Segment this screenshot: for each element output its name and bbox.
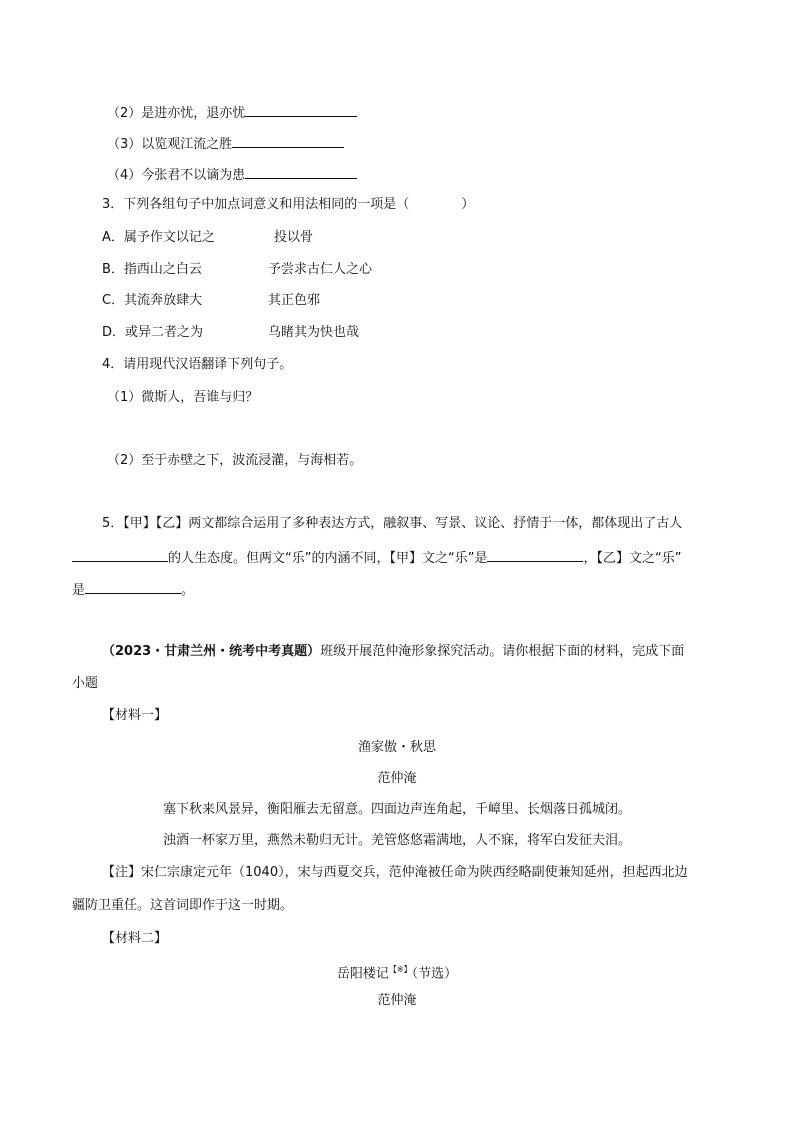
source-line <box>102 643 684 661</box>
answer-blank[interactable] <box>232 133 344 148</box>
answer-blank[interactable] <box>85 579 181 594</box>
article-title-main: 岳阳楼记 <box>336 966 389 982</box>
material-2-label: 【材料二】 <box>102 931 168 946</box>
q3-option-b-left: B．指西山之白云 <box>102 262 202 277</box>
q3-option-c-right: 其正色邪 <box>268 293 321 308</box>
q5-line-3 <box>72 579 194 600</box>
q3-option-d-right: 乌睹其为快也哉 <box>268 325 360 340</box>
q5-line-3-text-a: 是 <box>72 583 86 598</box>
q5-line-1: 5．【甲】【乙】两文都综合运用了多种表达方式，融叙事、写景、议论、抒情于一体，都体现出了古人 <box>102 516 683 531</box>
answer-blank[interactable] <box>72 547 168 562</box>
q3-option-c <box>102 292 202 310</box>
poem-title: 渔家傲・秋思 <box>357 740 436 755</box>
q3-option-a <box>102 229 215 247</box>
article-title-suffix: （节选） <box>411 966 458 982</box>
poem-line-1: 塞下秋来风景异，衡阳雁去无留意。四面边声连角起，千嶂里、长烟落日孤城闭。 <box>162 802 631 817</box>
q3-option-b-right: 予尝求古仁人之心 <box>268 262 373 277</box>
q2-item-4 <box>107 164 357 185</box>
note-line-2: 疆防卫重任。这首词即作于这一时期。 <box>72 898 294 913</box>
article-title <box>0 961 794 983</box>
q3-option-d-left: D．或异二者之为 <box>102 325 204 340</box>
poem-author: 范仲淹 <box>377 771 417 786</box>
q3-option-a-right: 投以骨 <box>274 230 314 245</box>
q4-stem: 4．请用现代汉语翻译下列句子。 <box>102 357 293 372</box>
q3-option-c-left: C．其流奔放肆大 <box>102 293 203 308</box>
article-author: 范仲淹 <box>377 993 417 1008</box>
source-line-2: 小题 <box>72 676 99 691</box>
q4-item-2: （2）至于赤壁之下，波流浸灌，与海相若。 <box>107 453 363 468</box>
answer-blank[interactable] <box>487 547 583 562</box>
source-text: 班级开展范仲淹形象探究活动。请你根据下面的材料，完成下面 <box>320 644 685 659</box>
q5-line-3-text-b: 。 <box>181 583 195 598</box>
q5-line-2-text-b: ，【乙】文之“乐” <box>583 551 682 566</box>
answer-blank[interactable] <box>245 164 357 179</box>
q5-line-2-text-a: 的人生态度。但两文“乐”的内涵不同，【甲】文之“乐”是 <box>168 551 488 566</box>
answer-blank[interactable] <box>245 102 357 117</box>
q2-item-3-text: （3）以览观江流之胜 <box>107 137 233 152</box>
q2-item-2 <box>107 102 357 123</box>
article-title-note: 【※】 <box>388 965 412 974</box>
q2-item-4-text: （4）今张君不以谪为患 <box>107 168 246 183</box>
note-line-1: 【注】宋仁宗康定元年（1040），宋与西夏交兵，范仲淹被任命为陕西经略副使兼知延州，担起西北边 <box>102 865 688 880</box>
q3-option-a-left: A．属予作文以记之 <box>102 230 215 245</box>
q3-stem: 3．下列各组句子中加点词意义和用法相同的一项是（ ） <box>102 197 475 212</box>
q2-item-2-text: （2）是进亦忧，退亦忧 <box>107 106 246 121</box>
source-tag: （2023・甘肃兰州・统考中考真题） <box>102 644 321 659</box>
poem-line-2: 浊酒一杯家万里，燕然未勒归无计。羌管悠悠霜满地，人不寐，将军白发征夫泪。 <box>162 833 631 848</box>
q3-option-b <box>102 261 202 279</box>
q2-item-3 <box>107 133 344 154</box>
q4-item-1: （1）微斯人，吾谁与归？ <box>107 390 259 405</box>
q5-line-2 <box>72 547 681 568</box>
q3-option-d <box>102 324 203 342</box>
material-1-label: 【材料一】 <box>102 708 168 723</box>
